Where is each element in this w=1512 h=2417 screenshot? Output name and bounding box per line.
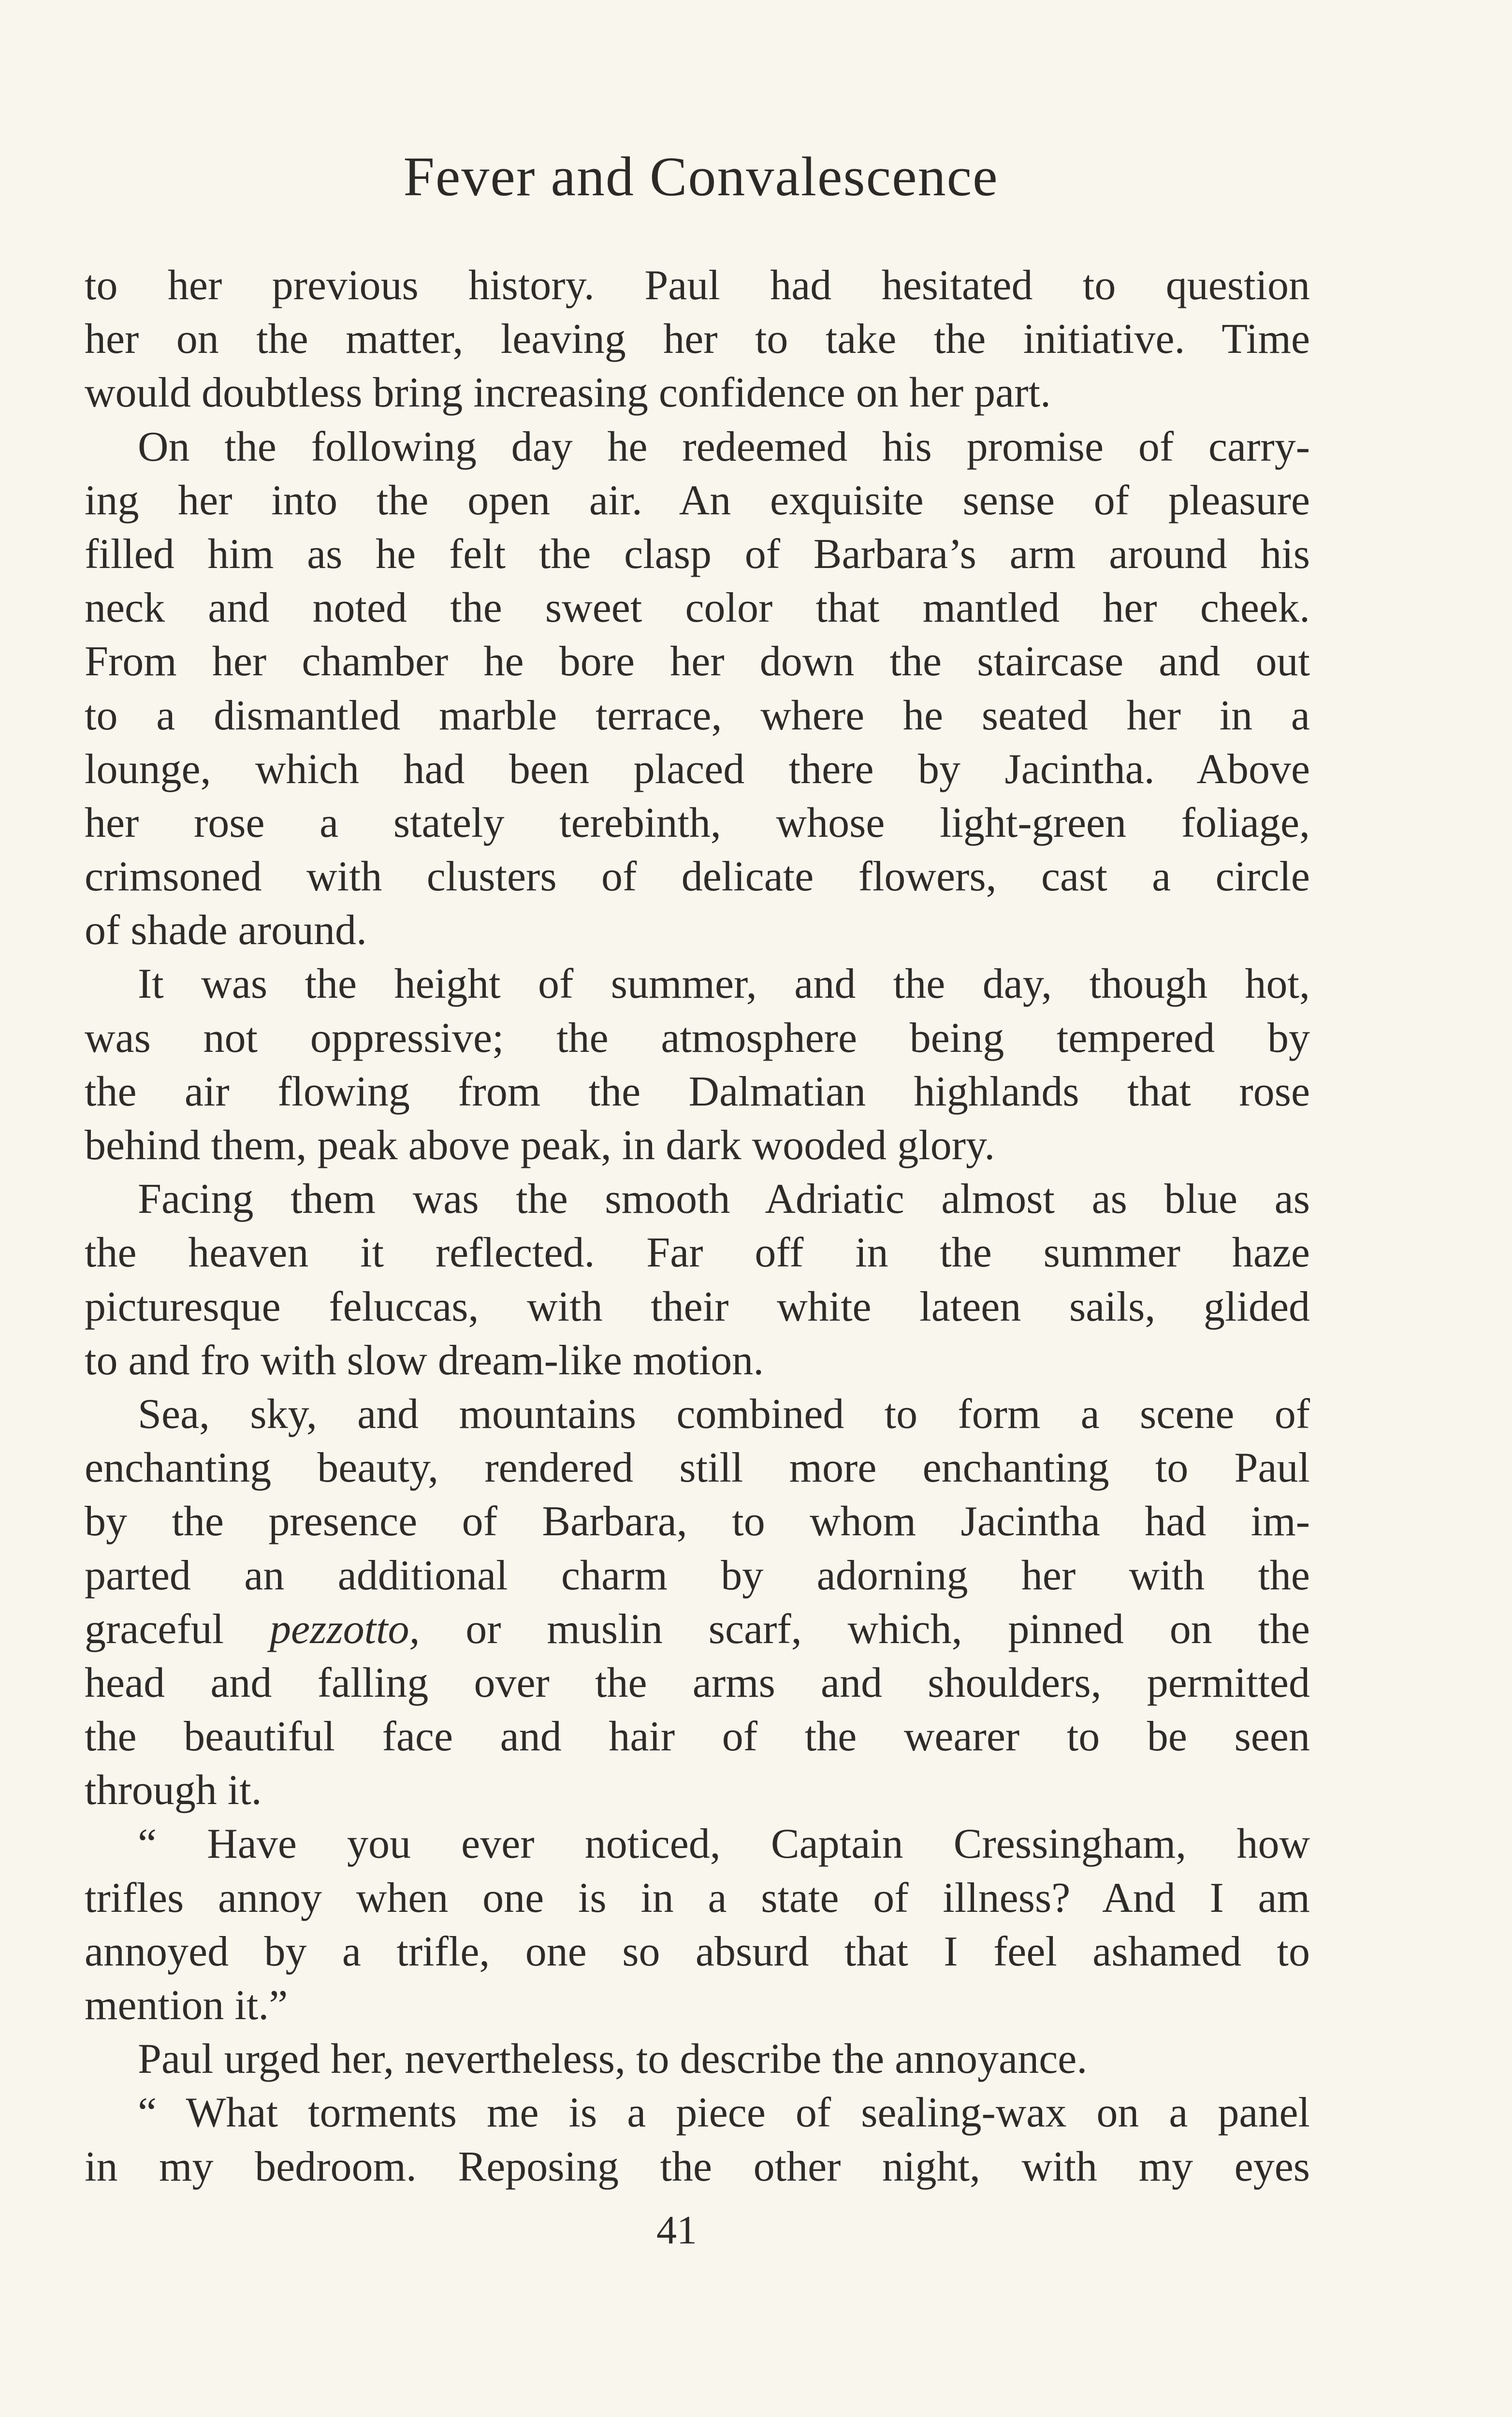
text-line: annoyed by a trifle, one so absurd that I feel ashamed to bbox=[85, 1928, 1310, 1975]
text-line: “ Have you ever noticed, Captain Cressingham, how bbox=[138, 1820, 1310, 1868]
text-line bbox=[85, 1602, 1310, 1656]
text-line: From her chamber he bore her down the staircase and out bbox=[85, 638, 1310, 685]
text-line: by the presence of Barbara, to whom Jacintha had im- bbox=[85, 1498, 1310, 1545]
running-head: Fever and Convalescence bbox=[403, 146, 999, 208]
page-number: 41 bbox=[656, 2208, 697, 2253]
text-line: It was the height of summer, and the day, though hot, bbox=[138, 961, 1310, 1008]
text-line: On the following day he redeemed his promise of carry- bbox=[138, 423, 1310, 470]
text-line: of shade around. bbox=[85, 907, 367, 954]
text-line: Paul urged her, nevertheless, to describe the annoyance. bbox=[138, 2036, 1088, 2083]
text-segment: graceful bbox=[85, 1605, 270, 1653]
text-line: behind them, peak above peak, in dark wooded glory. bbox=[85, 1122, 995, 1169]
text-line: would doubtless bring increasing confidence on her part. bbox=[85, 369, 1051, 417]
text-line: through it. bbox=[85, 1767, 262, 1814]
text-line: Facing them was the smooth Adriatic almost as blue as bbox=[138, 1176, 1310, 1223]
text-segment: or muslin scarf, which, pinned on the bbox=[420, 1605, 1310, 1653]
text-line: enchanting beauty, rendered still more enchanting to Paul bbox=[85, 1444, 1310, 1492]
text-line: head and falling over the arms and shoulders, permitted bbox=[85, 1659, 1310, 1706]
text-line: was not oppressive; the atmosphere being tempered by bbox=[85, 1014, 1310, 1062]
body-text bbox=[85, 259, 1310, 2194]
text-line: her rose a stately terebinth, whose light-green foliage, bbox=[85, 799, 1310, 846]
text-line: ing her into the open air. An exquisite sense of pleasure bbox=[85, 477, 1310, 524]
text-line: picturesque feluccas, with their white lateen sails, glided bbox=[85, 1283, 1310, 1330]
text-line: to and fro with slow dream-like motion. bbox=[85, 1337, 764, 1384]
text-line: the heaven it reflected. Far off in the summer haze bbox=[85, 1229, 1310, 1277]
italic-term: pezzotto, bbox=[270, 1605, 420, 1653]
text-line: crimsoned with clusters of delicate flowers, cast a circle bbox=[85, 853, 1310, 901]
text-line: Sea, sky, and mountains combined to form a scene of bbox=[138, 1390, 1310, 1438]
text-line: parted an additional charm by adorning her with the bbox=[85, 1552, 1310, 1599]
text-line: to a dismantled marble terrace, where he seated her in a bbox=[85, 692, 1310, 739]
text-line: her on the matter, leaving her to take the initiative. Time bbox=[85, 316, 1310, 363]
text-line: neck and noted the sweet color that mantled her cheek. bbox=[85, 584, 1310, 632]
text-line: in my bedroom. Reposing the other night, with my eyes bbox=[85, 2143, 1310, 2190]
text-line: to her previous history. Paul had hesitated to question bbox=[85, 262, 1310, 309]
text-line: mention it.” bbox=[85, 1982, 288, 2029]
text-line: the air flowing from the Dalmatian highlands that rose bbox=[85, 1068, 1310, 1115]
text-line: lounge, which had been placed there by Jacintha. Above bbox=[85, 745, 1310, 793]
text-line: filled him as he felt the clasp of Barbara’s arm around his bbox=[85, 530, 1310, 578]
text-line: trifles annoy when one is in a state of illness? And I am bbox=[85, 1874, 1310, 1922]
text-line: the beautiful face and hair of the wearer to be seen bbox=[85, 1713, 1310, 1761]
text-line: “ What torments me is a piece of sealing-wax on a panel bbox=[138, 2089, 1310, 2137]
